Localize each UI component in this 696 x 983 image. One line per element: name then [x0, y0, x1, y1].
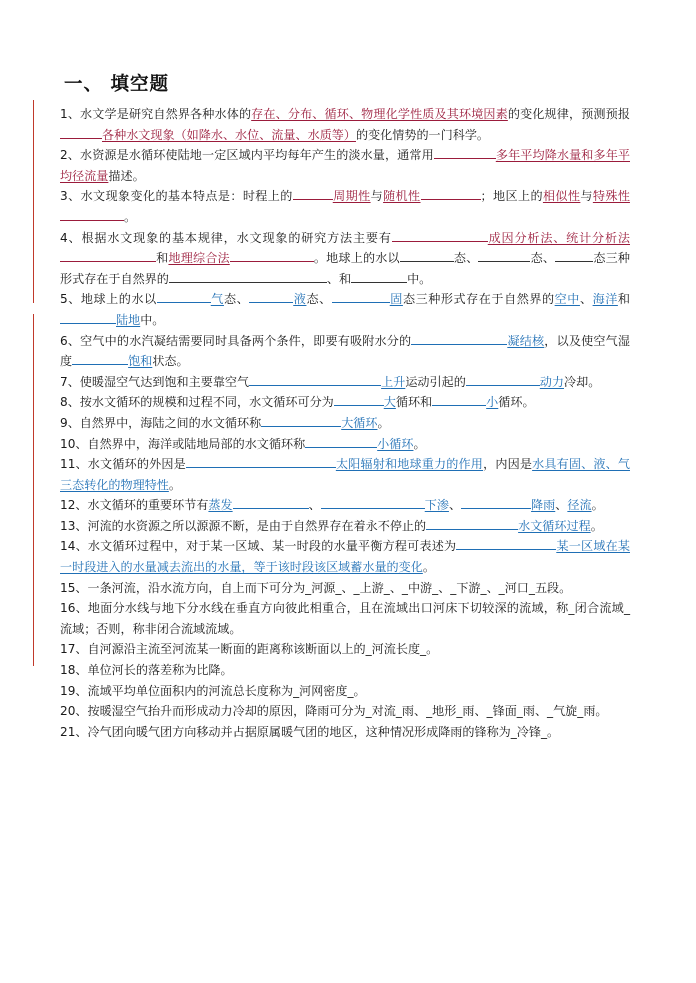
answer: 大循环	[341, 415, 378, 430]
question-text: 14、水文循环过程中，对于某一区域、某一时段的水量平衡方程可表述为	[60, 539, 457, 554]
revision-bar	[33, 100, 34, 303]
question-text: 、	[448, 498, 462, 513]
answer: 液	[293, 292, 307, 307]
question-4	[60, 228, 630, 290]
question-text: 中。	[407, 271, 432, 286]
question-text: 态、	[453, 251, 479, 266]
answer: 径流	[567, 498, 592, 513]
question-text: 3、水文现象变化的基本特点是：时程上的	[60, 189, 293, 204]
answer: 各种水文现象（如降水、水位、流量、水质等）	[102, 127, 356, 142]
answer: 存在、分布、循环、物理化学性质及其环境因素	[251, 107, 508, 121]
answer: 水具有固、液、气三态转化的物理特性	[60, 457, 630, 492]
question-text: 态三种形式存在于自然界的	[402, 292, 555, 307]
question-6	[60, 331, 630, 372]
blank-line	[332, 289, 390, 303]
question-text: 5、地球上的水以	[60, 292, 157, 307]
question-text: 态、	[530, 251, 556, 266]
question-7	[60, 372, 630, 393]
blank-line	[434, 145, 496, 159]
answer: 某一区域在某一时段进入的水量减去流出的水量，等于该时段该区域蓄水量的变化	[60, 539, 630, 575]
question-text: 。	[168, 477, 181, 492]
question-text: 、	[555, 498, 568, 513]
question-text: ；地区上的	[480, 189, 543, 204]
blank-line	[72, 351, 128, 365]
blank-line	[411, 331, 507, 345]
answer: 下渗	[424, 498, 449, 513]
blank-line	[305, 434, 377, 448]
question-text: 12、水文循环的重要环节有	[60, 498, 209, 513]
answer: 水文循环过程	[518, 518, 591, 533]
answer: 相似性	[542, 189, 581, 204]
blank-line	[230, 248, 314, 262]
answer: 特殊性	[592, 189, 630, 204]
question-11	[60, 454, 630, 495]
question-text: 4、根据水文现象的基本规律，水文现象的研究方法主要有	[60, 230, 392, 245]
question-text: 描述。	[108, 168, 145, 183]
blank-line	[466, 372, 540, 386]
question-text: 中。	[140, 312, 165, 327]
answer: 陆地	[116, 312, 141, 327]
question-text: 和	[617, 292, 630, 307]
question-2	[60, 145, 630, 186]
answer: 太阳辐射和地球重力的作用	[335, 457, 484, 472]
question-text: ，以及使空气湿度	[60, 333, 630, 369]
blank-line	[555, 248, 593, 262]
question-text: ，内因是	[483, 457, 533, 472]
answer: 小循环	[377, 436, 414, 451]
blank-line	[249, 289, 293, 303]
blank-line	[60, 310, 116, 324]
question-text: 与	[580, 189, 593, 204]
question-text: 冷却。	[564, 374, 601, 389]
question-text: 13、河流的水资源之所以源源不断，是由于自然界存在着永不停止的	[60, 518, 427, 533]
blank-line	[60, 207, 124, 221]
question-9	[60, 413, 630, 434]
revision-bar	[33, 314, 34, 666]
answer: 随机性	[383, 189, 421, 204]
blank-line	[351, 269, 407, 283]
question-1	[60, 104, 630, 145]
blank-line	[426, 516, 518, 530]
answer: 凝结核	[507, 333, 545, 348]
question-text: 。	[422, 560, 435, 575]
answer: 成因分析法、统计分析法	[487, 230, 630, 245]
blank-line	[432, 392, 486, 406]
answer: 空中	[554, 292, 580, 307]
question-text: 与	[370, 189, 384, 204]
question-text: 6、空气中的水汽凝结需要同时具备两个条件，即要有吸附水分的	[60, 333, 412, 348]
blank-line	[456, 536, 556, 550]
answer: 上升	[381, 374, 406, 389]
answer: 蒸发	[208, 498, 233, 513]
section-heading: 一、 填空题	[64, 74, 169, 95]
question-text: 态、	[223, 292, 250, 307]
question-text: 7、使暖湿空气达到饱和主要靠空气	[60, 374, 250, 389]
blank-line	[392, 228, 488, 242]
question-text: 态三种形式存在于自然界的	[60, 251, 630, 286]
question-text: 态、	[306, 292, 332, 307]
blank-line	[321, 495, 425, 509]
question-text: 11、水文循环的外因是	[60, 457, 186, 472]
blank-line	[261, 413, 341, 427]
blank-line	[186, 454, 336, 468]
question-text: 。地球上的水以	[313, 251, 400, 266]
answer: 固	[389, 292, 403, 307]
question-10	[60, 434, 630, 455]
question-text: 、	[308, 498, 321, 513]
question-19: 19、流域平均单位面积内的河流总长度称为_河网密度_。	[60, 683, 366, 698]
blank-line	[233, 495, 309, 509]
answer: 大	[383, 395, 396, 410]
answer: 降雨	[531, 498, 556, 513]
question-list	[60, 104, 630, 742]
question-17: 17、自河源沿主流至河流某一断面的距离称该断面以上的_河流长度_。	[60, 642, 439, 657]
blank-line	[169, 269, 327, 283]
answer: 地理综合法	[168, 251, 230, 266]
blank-line	[461, 495, 531, 509]
question-text: 1、水文学是研究自然界各种水体的	[60, 107, 252, 121]
answer: 多年平均降水量和多年平均径流量	[60, 148, 630, 183]
answer: 小	[486, 395, 499, 410]
blank-line	[421, 186, 481, 200]
question-18: 18、单位河长的落差称为比降。	[60, 663, 233, 678]
answer: 海洋	[592, 292, 618, 307]
question-text: 循环和	[395, 395, 433, 410]
question-text: 运动引起的	[405, 374, 466, 389]
question-21: 21、冷气团向暖气团方向移动并占据原属暖气团的地区，这种情况形成降雨的锋称为_冷锋_。	[60, 724, 560, 739]
question-text: 8、按水文循环的规模和过程不同，水文循环可分为	[60, 395, 334, 410]
blank-line	[400, 248, 454, 262]
question-text: 。	[413, 436, 426, 451]
blank-line	[60, 125, 102, 139]
question-text: 的变化情势的一门科学。	[355, 127, 490, 142]
answer: 周期性	[332, 189, 371, 204]
question-text: 的变化规律，预测预报	[507, 107, 630, 121]
question-8	[60, 392, 630, 413]
question-text: 。	[377, 415, 390, 430]
question-15: 15、一条河流，沿水流方向，自上而下可分为_河源_、_上游_、_中游_、_下游_、_河口_五段。	[60, 580, 572, 595]
answer: 饱和	[128, 354, 153, 369]
blank-line	[60, 248, 156, 262]
question-text: 、和	[326, 271, 352, 286]
question-text: 和	[156, 251, 169, 266]
question-12	[60, 495, 630, 516]
blank-line	[157, 289, 211, 303]
question-text: 状态。	[152, 354, 189, 369]
question-text: 。	[124, 209, 137, 224]
question-text: 。	[590, 518, 603, 533]
question-16: 16、地面分水线与地下分水线在垂直方向彼此相重合，且在流域出口河床下切较深的流域，称_闭合流域_流域；否则，称非闭合流域流域。	[60, 601, 630, 636]
question-text: 2、水资源是水循环使陆地一定区域内平均每年产生的淡水量，通常用	[60, 148, 434, 163]
question-20: 20、按暖湿空气抬升而形成动力冷却的原因，降雨可分为_对流_雨、_地形_雨、_锋面_雨、_气旋_雨。	[60, 704, 608, 719]
question-text: 。	[591, 498, 604, 513]
question-text: 、	[579, 292, 593, 307]
question-3	[60, 186, 630, 227]
answer: 动力	[539, 374, 564, 389]
question-13	[60, 516, 630, 537]
blank-line	[249, 372, 381, 386]
question-5	[60, 289, 630, 330]
blank-line	[478, 248, 530, 262]
answer: 气	[210, 292, 224, 307]
question-text: 10、自然界中，海洋或陆地局部的水文循环称	[60, 436, 306, 451]
question-text: 9、自然界中，海陆之间的水文循环称	[60, 415, 262, 430]
question-text: 循环。	[498, 395, 535, 410]
blank-line	[334, 392, 384, 406]
blank-line	[293, 186, 333, 200]
question-14	[60, 536, 630, 577]
